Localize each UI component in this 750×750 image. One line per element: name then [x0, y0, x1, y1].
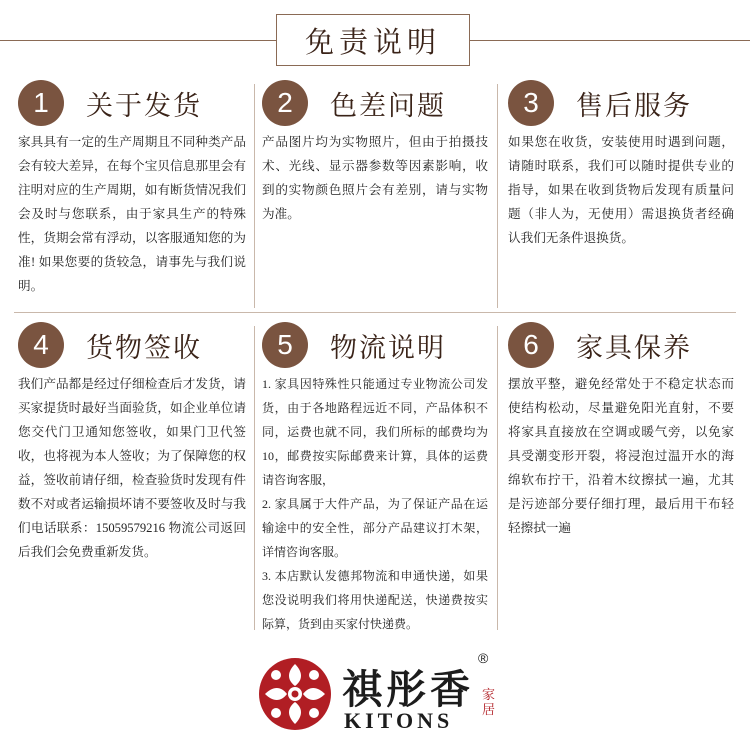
section-3-head: [508, 78, 692, 128]
section-1-head: [18, 78, 202, 128]
section-4-title: 货物签收: [86, 332, 202, 364]
section-3-body: [508, 130, 734, 250]
section-6-number: 6: [508, 322, 554, 368]
section-2-head: [262, 78, 446, 128]
section-2-title: 色差问题: [330, 90, 446, 122]
brand-name-cn: 祺彤香: [342, 666, 474, 713]
divider-horizontal: [14, 312, 736, 313]
header: [0, 0, 750, 80]
registered-mark: ®: [478, 650, 489, 666]
section-2-number: 2: [262, 80, 308, 126]
section-6-body: [508, 372, 734, 540]
section-1-paragraph: 家具具有一定的生产周期且不同种类产品会有较大差异，在每个宝贝信息那里会有注明对应的生产周期，如有断货情况我们会及时与您联系，由于家具生产的特殊性，货期会常有浮动，以客服通知您的为准! 如果您要的货较急，请事先与我们说明。: [18, 135, 246, 293]
section-3-paragraph: 如果您在收货，安装使用时遇到问题，请随时联系，我们可以随时提供专业的指导，如果在收到货物后发现有质量问题（非人为，无使用）需退换货者经确认我们无条件退换货。: [508, 135, 734, 245]
section-1-title: 关于发货: [86, 90, 202, 122]
section-2-body: [262, 130, 488, 226]
section-5-paragraph-3: 3. 本店默认发德邦物流和申通快递，如果您没说明我们将用快递配送，快递费按实际算，货到由买家付快递费。: [262, 569, 488, 631]
brand-subtitle: 家居: [482, 688, 496, 718]
section-5-number: 5: [262, 322, 308, 368]
brand-name-en: KITONS: [344, 708, 454, 733]
section-6-paragraph: 摆放平整，避免经常处于不稳定状态而使结构松动，尽量避免阳光直射，不要将家具直接放在空调或暖气旁，以免家具受潮变形开裂，将浸泡过温开水的海绵软布拧干，沿着木纹擦拭一遍，尤其是污迹部分要仔细打理，最后用干布轻轻擦拭一遍: [508, 377, 734, 535]
header-title-box: [276, 14, 470, 66]
divider-row2-a: [254, 326, 255, 630]
divider-row1-b: [497, 84, 498, 308]
brand-footer: [0, 650, 750, 750]
section-1-number: 1: [18, 80, 64, 126]
section-3-number: 3: [508, 80, 554, 126]
section-5-head: [262, 320, 446, 370]
brand-logo-icon: [257, 656, 333, 732]
header-rule-left: [0, 40, 276, 41]
divider-row2-b: [497, 326, 498, 630]
section-5-body: [262, 372, 488, 636]
section-2-paragraph: 产品图片均为实物照片，但由于拍摄技术、光线、显示器参数等因素影响，收到的实物颜色照片会有差别，请与实物为准。: [262, 135, 488, 221]
section-4-body: [18, 372, 246, 564]
section-5-title: 物流说明: [330, 332, 446, 364]
divider-row1-a: [254, 84, 255, 308]
section-3-title: 售后服务: [576, 90, 692, 122]
section-5-paragraph-1: 1. 家具因特殊性只能通过专业物流公司发货，由于各地路程远近不同，产品体积不同，运费也就不同，我们所标的邮费均为 10，邮费按实际邮费来计算，具体的运费请咨询客服，: [262, 377, 488, 487]
header-rule-right: [470, 40, 750, 41]
section-1-body: [18, 130, 246, 298]
section-5-paragraph-2: 2. 家具属于大件产品，为了保证产品在运输途中的安全性，部分产品建议打木架，详情咨询客服。: [262, 497, 488, 559]
section-6-title: 家具保养: [576, 332, 692, 364]
section-4-head: [18, 320, 202, 370]
page-title: 免责说明: [304, 24, 441, 59]
section-4-number: 4: [18, 322, 64, 368]
section-6-head: [508, 320, 692, 370]
section-4-paragraph: 我们产品都是经过仔细检查后才发货，请买家提货时最好当面验货，如企业单位请您交代门卫通知您签收，如果门卫代签收，也将视为本人签收；为了保障您的权益，签收前请仔细，检查验货时发现有件数不对或者运输损坏请不要签收及时与我们电话联系：15059579216 物流公司返回后我们会免费重新发货。: [18, 377, 246, 559]
